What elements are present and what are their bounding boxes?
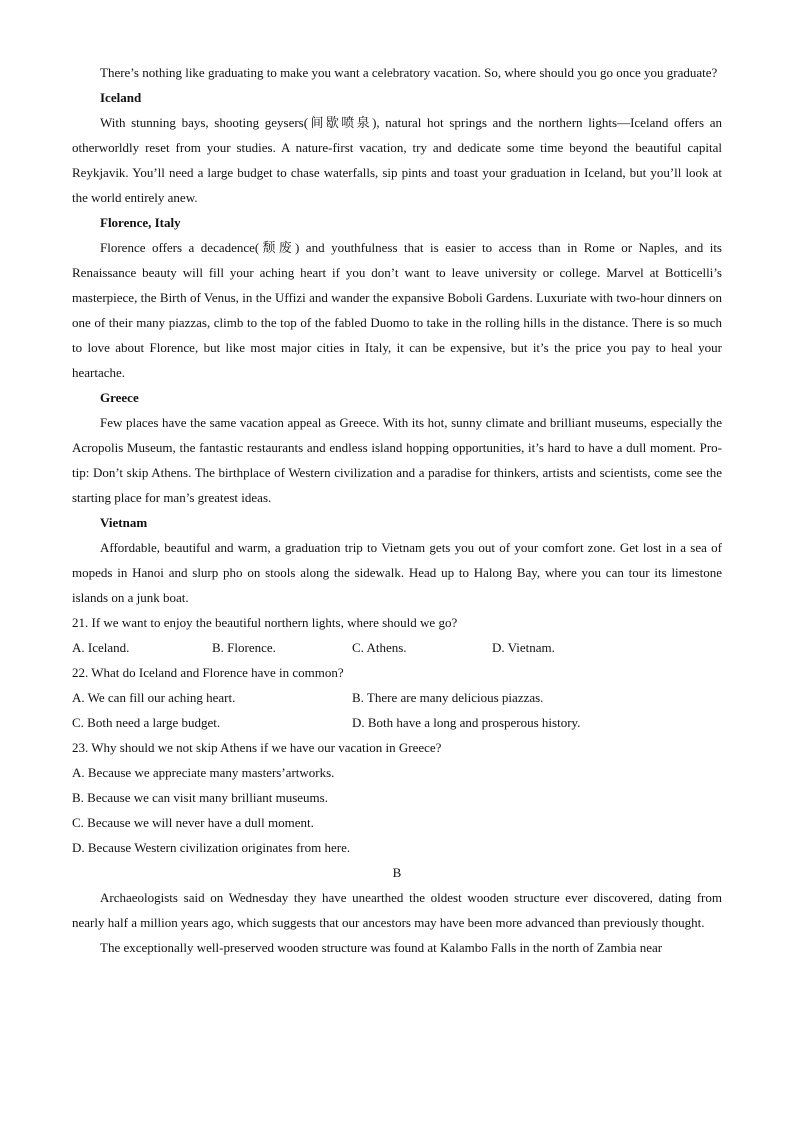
question-23-option-b: B. Because we can visit many brilliant museums. (72, 790, 328, 805)
question-21-options (72, 635, 722, 660)
question-22-stem: 22. What do Iceland and Florence have in common? (72, 665, 344, 680)
section-text-greece: Few places have the same vacation appeal as Greece. With its hot, sunny climate and brilliant museums, especially the Acropolis Museum, the fantastic restaurants and endless island hopping opportunities, it’s hard to have a dull moment. Pro-tip: Don’t skip Athens. The birthplace of Western civilization and a paradise for thinkers, artists and scientists, come see the starting place for man’s greatest ideas. (72, 415, 722, 505)
question-23-option-a: A. Because we appreciate many masters’artworks. (72, 765, 335, 780)
question-22-option-d: D. Both have a long and prosperous history. (352, 715, 581, 730)
question-21-option-d: D. Vietnam. (492, 640, 555, 655)
question-21-option-c: C. Athens. (352, 640, 407, 655)
passage-b-paragraph-1: Archaeologists said on Wednesday they have unearthed the oldest wooden structure ever discovered, dating from nearly half a million years ago, which suggests that our ancestors may have been more advanced than previously thought. (72, 890, 722, 930)
question-23-option-c: C. Because we will never have a dull moment. (72, 815, 314, 830)
question-22-option-b: B. There are many delicious piazzas. (352, 690, 544, 705)
question-23-stem: 23. Why should we not skip Athens if we have our vacation in Greece? (72, 740, 442, 755)
question-22-options-row-1 (72, 685, 722, 710)
section-text-vietnam: Affordable, beautiful and warm, a graduation trip to Vietnam gets you out of your comfort zone. Get lost in a sea of mopeds in Hanoi and slurp pho on stools along the sidewalk. Head up to Halong Bay, where you can tour its limestone islands on a junk boat. (72, 540, 722, 605)
question-22-option-a: A. We can fill our aching heart. (72, 690, 236, 705)
passage-b-label: B (392, 865, 402, 880)
document-content (72, 60, 722, 960)
section-heading-greece: Greece (100, 390, 139, 405)
question-22-option-c: C. Both need a large budget. (72, 715, 221, 730)
section-text-iceland: With stunning bays, shooting geysers(间歇喷泉), natural hot springs and the northern lights—Iceland offers an otherworldly reset from your studies. A nature-first vacation, try and dedicate some time beyond the beautiful capital Reykjavik. You’ll need a large budget to chase waterfalls, sip pints and toast your graduation in Iceland, but you’ll look at the world entirely anew. (72, 115, 722, 205)
question-21-stem: 21. If we want to enjoy the beautiful northern lights, where should we go? (72, 615, 458, 630)
section-heading-florence: Florence, Italy (100, 215, 181, 230)
intro-paragraph: There’s nothing like graduating to make you want a celebratory vacation. So, where should you go once you graduate? (100, 65, 718, 80)
question-21-option-a: A. Iceland. (72, 640, 130, 655)
question-21-option-b: B. Florence. (212, 640, 276, 655)
section-heading-iceland: Iceland (100, 90, 142, 105)
passage-b-paragraph-2: The exceptionally well-preserved wooden structure was found at Kalambo Falls in the north of Zambia near (100, 940, 663, 955)
section-text-florence: Florence offers a decadence(颓废) and youthfulness that is easier to access than in Rome or Naples, and its Renaissance beauty will fill your aching heart if you don’t want to leave university or college. Marvel at Botticelli’s masterpiece, the Birth of Venus, in the Uffizi and wander the expansive Boboli Gardens. Luxuriate with two-hour dinners on one of their many piazzas, climb to the top of the fabled Duomo to take in the rolling hills in the distance. There is so much to love about Florence, but like most major cities in Italy, it can be expensive, but it’s the price you pay to heal your heartache. (72, 240, 722, 380)
question-23-option-d: D. Because Western civilization originates from here. (72, 840, 351, 855)
section-heading-vietnam: Vietnam (100, 515, 148, 530)
question-22-options-row-2 (72, 710, 722, 735)
